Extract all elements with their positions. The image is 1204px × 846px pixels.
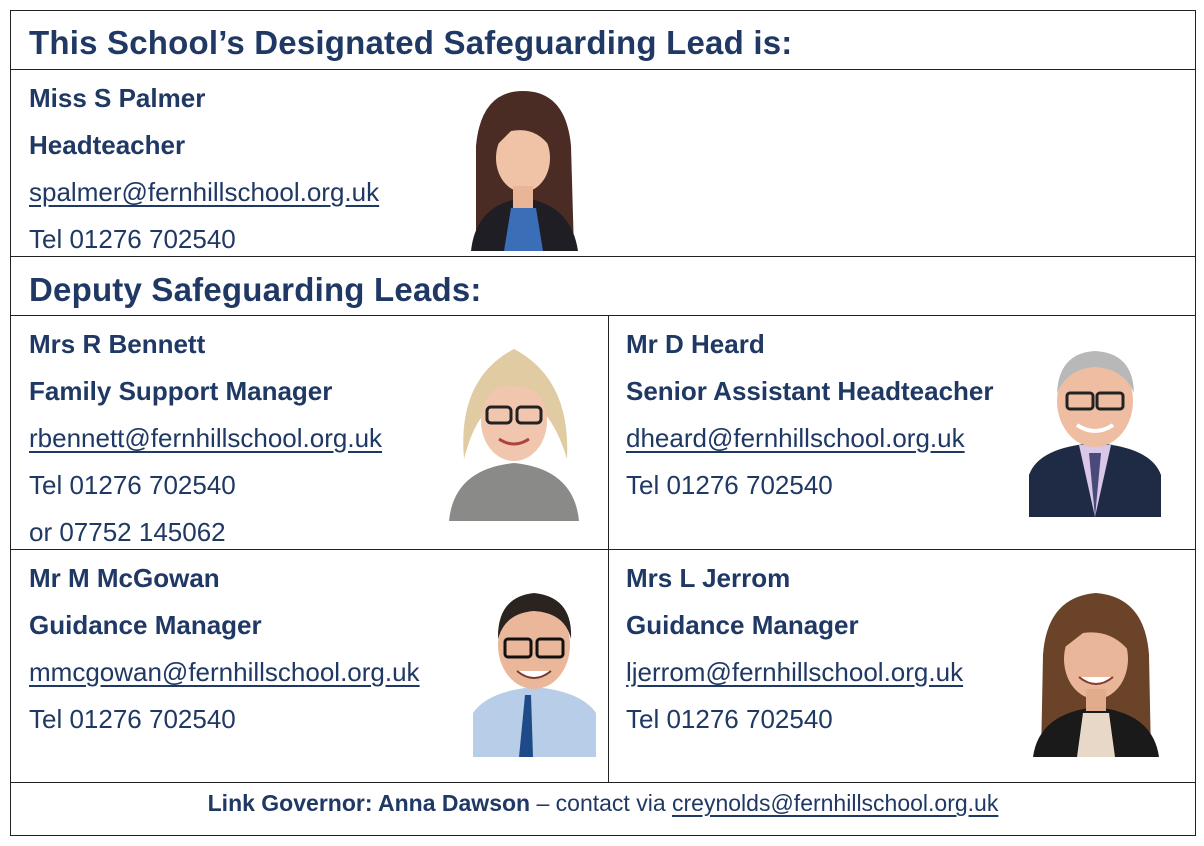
deputies-heading: Deputy Safeguarding Leads: xyxy=(29,271,482,308)
governor-email-link[interactable]: creynolds@fernhillschool.org.uk xyxy=(672,790,999,816)
governor-footer xyxy=(11,783,1195,835)
email-link[interactable]: mmcgowan@fernhillschool.org.uk xyxy=(29,657,420,687)
email-link[interactable]: rbennett@fernhillschool.org.uk xyxy=(29,423,383,453)
telephone: Tel 01276 702540 xyxy=(29,224,236,254)
person-role: Senior Assistant Headteacher xyxy=(626,376,994,406)
portrait-photo xyxy=(1033,585,1159,757)
person-name: Mrs L Jerrom xyxy=(626,563,791,593)
person-name: Mr D Heard xyxy=(626,329,765,359)
person-role: Headteacher xyxy=(29,130,186,160)
governor-label: Link Governor: Anna Dawson xyxy=(207,790,531,816)
contact-text: – contact via xyxy=(536,790,666,816)
row-divider xyxy=(11,549,1195,550)
portrait-photo xyxy=(1029,335,1161,517)
email-link[interactable]: ljerrom@fernhillschool.org.uk xyxy=(626,657,964,687)
telephone: Tel 01276 702540 xyxy=(29,470,236,500)
person-name: Miss S Palmer xyxy=(29,83,206,113)
person-role: Family Support Manager xyxy=(29,376,333,406)
row-divider xyxy=(11,69,1195,70)
portrait-photo xyxy=(466,86,581,251)
column-divider xyxy=(608,315,609,782)
portrait-photo xyxy=(473,583,596,757)
telephone: Tel 01276 702540 xyxy=(626,704,833,734)
row-divider xyxy=(11,256,1195,257)
person-name: Mrs R Bennett xyxy=(29,329,206,359)
telephone: Tel 01276 702540 xyxy=(29,704,236,734)
designated-heading: This School’s Designated Safeguarding Lead is: xyxy=(29,24,793,61)
person-role: Guidance Manager xyxy=(29,610,262,640)
email-link[interactable]: dheard@fernhillschool.org.uk xyxy=(626,423,965,453)
person-role: Guidance Manager xyxy=(626,610,859,640)
row-divider xyxy=(11,315,1195,316)
email-link[interactable]: spalmer@fernhillschool.org.uk xyxy=(29,177,380,207)
telephone: Tel 01276 702540 xyxy=(626,470,833,500)
telephone-alt: or 07752 145062 xyxy=(29,517,226,547)
portrait-photo xyxy=(449,339,579,521)
safeguarding-table xyxy=(10,10,1196,836)
person-name: Mr M McGowan xyxy=(29,563,220,593)
